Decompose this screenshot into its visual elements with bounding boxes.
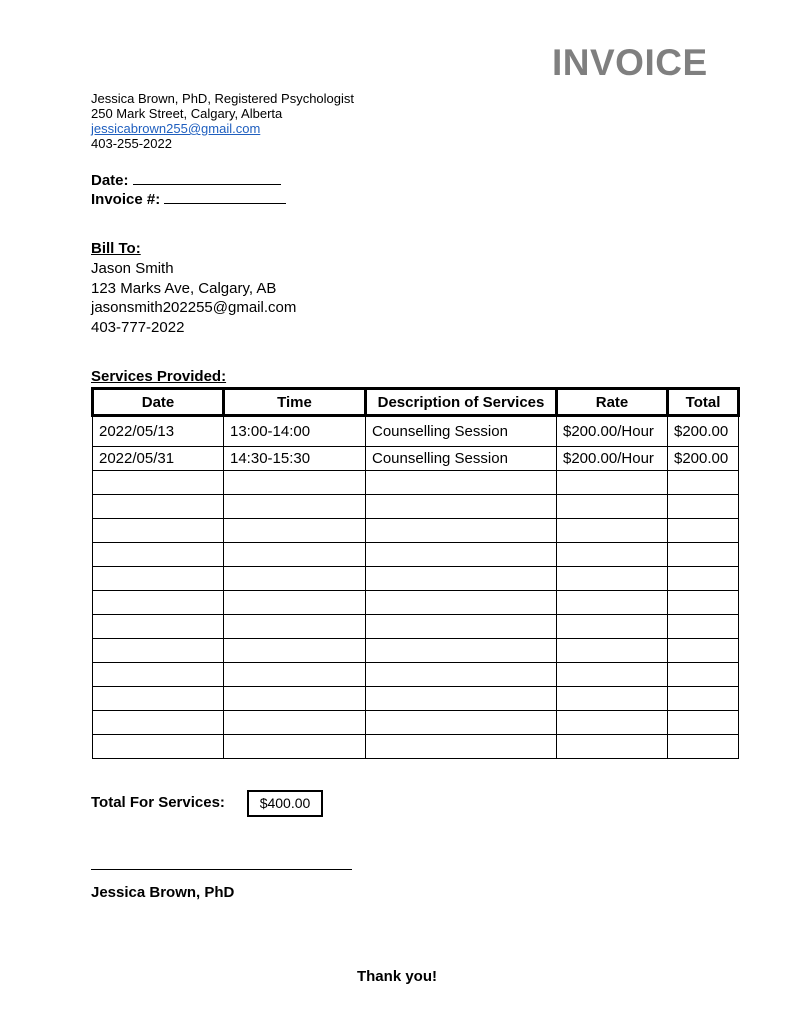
cell-date: [93, 495, 224, 519]
cell-total: [668, 543, 739, 567]
table-row: [93, 416, 739, 447]
cell-date: [93, 567, 224, 591]
cell-rate: [557, 735, 668, 759]
cell-time: 14:30-15:30: [224, 447, 366, 471]
total-for-services-value: $400.00: [247, 790, 323, 817]
provider-name: Jessica Brown, PhD, Registered Psychologist: [91, 91, 355, 106]
table-row: [93, 711, 739, 735]
date-label: Date:: [91, 172, 129, 189]
header-date: Date: [93, 389, 224, 416]
invoice-number-field: [91, 190, 286, 208]
cell-description: Counselling Session: [366, 447, 557, 471]
provider-email-link[interactable]: jessicabrown255@gmail.com: [91, 121, 261, 136]
cell-date: [93, 615, 224, 639]
cell-description: [366, 663, 557, 687]
cell-rate: [557, 615, 668, 639]
cell-rate: [557, 519, 668, 543]
table-row: [93, 567, 739, 591]
cell-description: [366, 711, 557, 735]
table-row: [93, 519, 739, 543]
client-email: jasonsmith202255@gmail.com: [91, 299, 297, 316]
provider-block: [91, 91, 354, 151]
cell-time: [224, 495, 366, 519]
client-address: 123 Marks Ave, Calgary, AB: [91, 279, 277, 297]
cell-description: [366, 471, 557, 495]
cell-date: [93, 711, 224, 735]
table-row: [93, 687, 739, 711]
total-for-services-label: Total For Services:: [91, 794, 225, 811]
table-row: [93, 615, 739, 639]
header-time: Time: [224, 389, 366, 416]
cell-total: [668, 663, 739, 687]
cell-total: [668, 639, 739, 663]
cell-total: [668, 615, 739, 639]
header-description: Description of Services: [366, 389, 557, 416]
signature-line: [91, 869, 352, 870]
client-phone: 403-777-2022: [91, 318, 185, 336]
cell-time: [224, 519, 366, 543]
cell-rate: [557, 567, 668, 591]
cell-description: [366, 639, 557, 663]
cell-date: [93, 591, 224, 615]
cell-time: [224, 711, 366, 735]
thank-you-note: Thank you!: [356, 968, 437, 985]
table-header-row: [93, 389, 739, 416]
cell-date: [93, 687, 224, 711]
cell-description: [366, 495, 557, 519]
date-blank-line: [133, 171, 281, 185]
provider-address: 250 Mark Street, Calgary, Alberta: [91, 106, 283, 121]
cell-rate: [557, 471, 668, 495]
invoice-number-label: Invoice #:: [91, 191, 161, 208]
cell-time: [224, 591, 366, 615]
bill-to-label: Bill To:: [91, 240, 141, 257]
invoice-number-blank-line: [164, 190, 286, 204]
cell-total: [668, 495, 739, 519]
cell-time: [224, 639, 366, 663]
cell-time: [224, 543, 366, 567]
cell-time: [224, 471, 366, 495]
cell-total: $200.00: [668, 416, 739, 447]
cell-total: [668, 567, 739, 591]
cell-description: [366, 591, 557, 615]
cell-date: 2022/05/13: [93, 416, 224, 447]
cell-total: [668, 687, 739, 711]
cell-total: [668, 711, 739, 735]
cell-date: [93, 471, 224, 495]
cell-description: [366, 735, 557, 759]
table-row: [93, 471, 739, 495]
header-rate: Rate: [557, 389, 668, 416]
cell-date: [93, 639, 224, 663]
date-field: [91, 171, 281, 189]
invoice-title: INVOICE: [552, 42, 708, 83]
cell-time: [224, 663, 366, 687]
table-row: [93, 447, 739, 471]
cell-total: [668, 591, 739, 615]
cell-rate: [557, 591, 668, 615]
cell-date: 2022/05/31: [93, 447, 224, 471]
provider-phone: 403-255-2022: [91, 136, 172, 151]
cell-rate: [557, 495, 668, 519]
cell-description: [366, 519, 557, 543]
cell-rate: [557, 663, 668, 687]
cell-rate: [557, 711, 668, 735]
table-row: [93, 543, 739, 567]
cell-time: 13:00-14:00: [224, 416, 366, 447]
cell-total: [668, 735, 739, 759]
cell-description: [366, 567, 557, 591]
cell-rate: [557, 687, 668, 711]
cell-date: [93, 543, 224, 567]
cell-rate: [557, 543, 668, 567]
cell-description: [366, 687, 557, 711]
cell-rate: $200.00/Hour: [557, 447, 668, 471]
cell-total: [668, 471, 739, 495]
cell-rate: $200.00/Hour: [557, 416, 668, 447]
signature-name: Jessica Brown, PhD: [91, 884, 235, 901]
cell-time: [224, 567, 366, 591]
table-row: [93, 591, 739, 615]
cell-time: [224, 735, 366, 759]
cell-date: [93, 519, 224, 543]
cell-description: Counselling Session: [366, 416, 557, 447]
cell-description: [366, 543, 557, 567]
cell-rate: [557, 639, 668, 663]
cell-date: [93, 663, 224, 687]
table-row: [93, 663, 739, 687]
services-label: Services Provided:: [91, 368, 227, 385]
table-row: [93, 495, 739, 519]
services-table: [91, 387, 740, 759]
cell-time: [224, 687, 366, 711]
table-row: [93, 639, 739, 663]
table-row: [93, 735, 739, 759]
client-name: Jason Smith: [91, 260, 174, 277]
cell-date: [93, 735, 224, 759]
cell-description: [366, 615, 557, 639]
header-total: Total: [668, 389, 739, 416]
cell-total: [668, 519, 739, 543]
cell-total: $200.00: [668, 447, 739, 471]
bill-to-block: [91, 259, 296, 337]
cell-time: [224, 615, 366, 639]
